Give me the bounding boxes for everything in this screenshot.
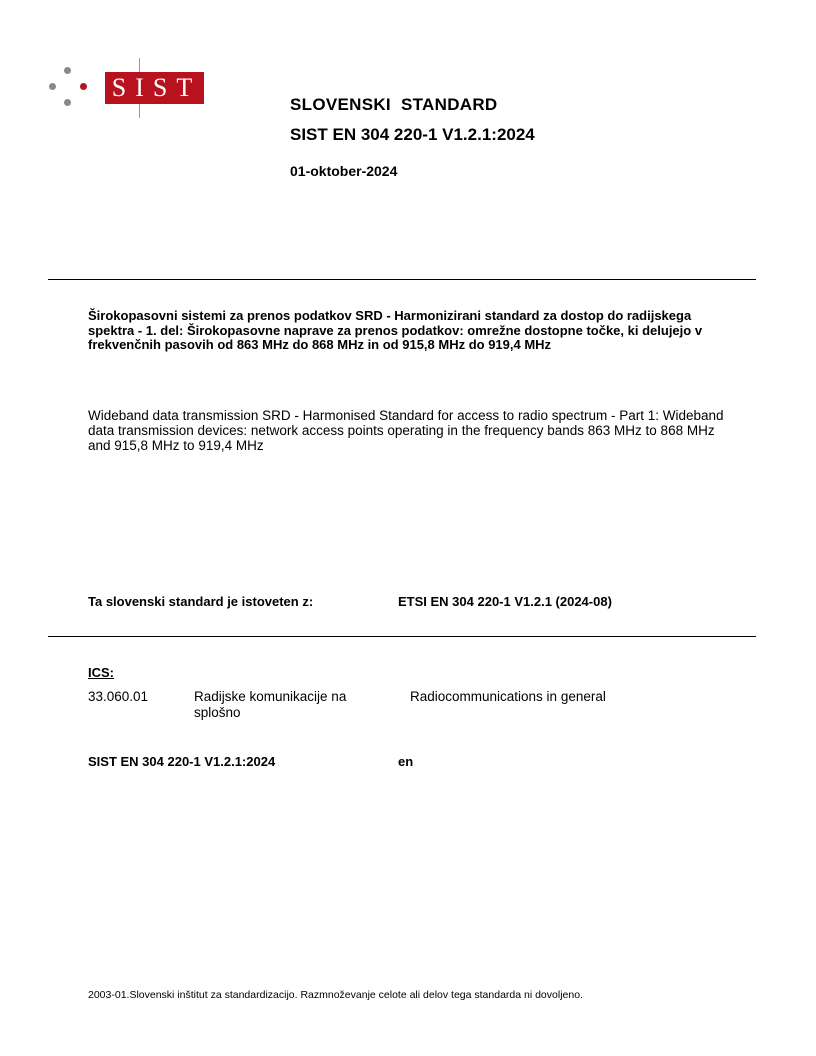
standard-code: SIST EN 304 220-1 V1.2.1:2024 [290, 125, 535, 144]
top-divider [48, 279, 756, 280]
language-code: en [398, 754, 414, 769]
ics-label: ICS: [88, 665, 114, 680]
copyright-footer: 2003-01.Slovenski inštitut za standardizacijo. Razmnoževanje celote ali delov tega standarda ni dovoljeno. [88, 989, 583, 1001]
middle-divider [48, 636, 756, 637]
standard-heading: SLOVENSKI STANDARD [290, 95, 498, 114]
logo-dot-icon [64, 67, 71, 74]
title-slovenian: Širokopasovni sistemi za prenos podatkov SRD - Harmonizirani standard za dostop do radijskega spektra - 1. del: Širokopasovne naprave za prenos podatkov: omrežne dostopne točke, ki delujejo v frekvenčnih pasovih od 863 MHz do 868 MHz in od 915,8 MHz do 919,4 MHz [88, 308, 703, 352]
logo-dot-icon [80, 83, 87, 90]
logo-dot-icon [64, 99, 71, 106]
logo-dot-icon [49, 83, 56, 90]
identical-label: Ta slovenski standard je istoveten z: [88, 594, 314, 609]
ics-code: 33.060.01 [88, 689, 149, 704]
bottom-standard-code: SIST EN 304 220-1 V1.2.1:2024 [88, 754, 276, 769]
ics-description-en: Radiocommunications in general [410, 689, 606, 704]
title-english: Wideband data transmission SRD - Harmonised Standard for access to radio spectrum - Part 1: Wideband data transmission devices: network access points operating in the frequency bands 863 MHz to 868 MHz and 915,8 MHz to 919,4 MHz [88, 408, 724, 453]
logo-wordmark: SIST [105, 72, 204, 104]
identical-value: ETSI EN 304 220-1 V1.2.1 (2024-08) [398, 594, 612, 609]
ics-description-sl: Radijske komunikacije na splošno [194, 689, 347, 720]
publication-date: 01-oktober-2024 [290, 163, 398, 179]
